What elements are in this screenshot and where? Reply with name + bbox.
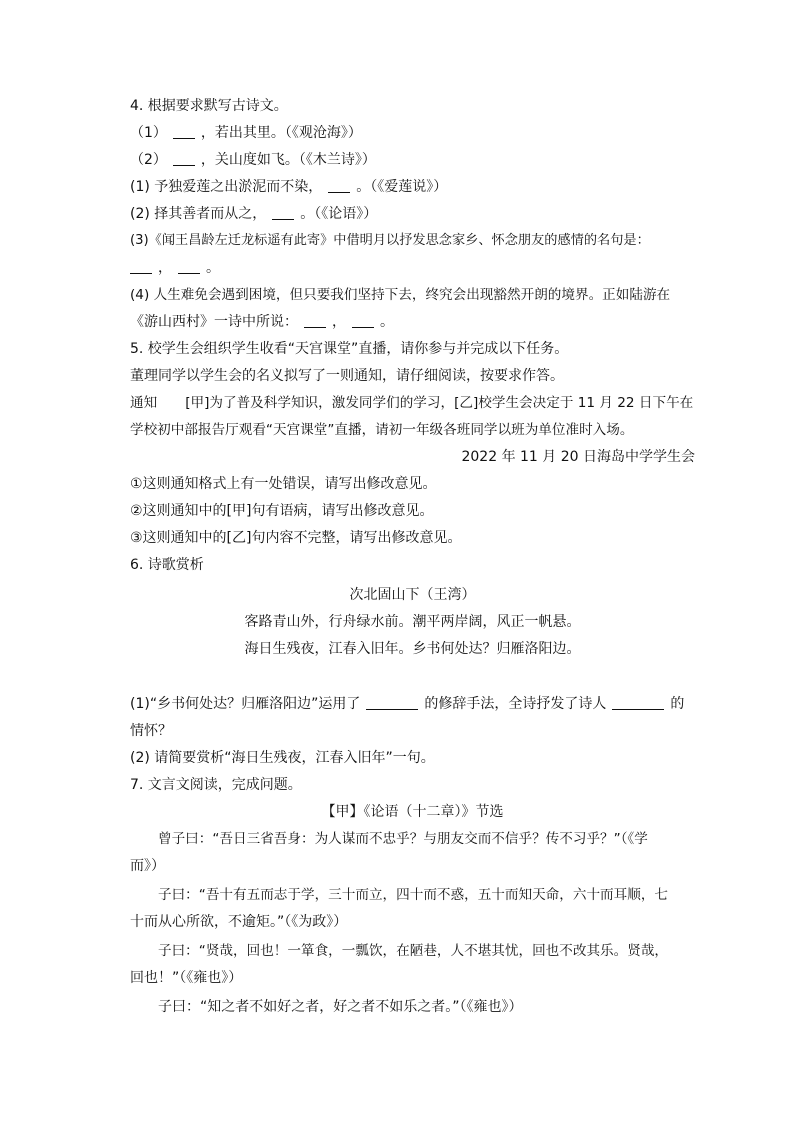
q6-sub-1-text-a: (1)“乡书何处达？归雁洛阳边”运用了 (130, 696, 361, 712)
q4-heading: 4. 根据要求默写古诗文。 (130, 98, 288, 114)
q7-p1-text: 曾子曰：“吾日三省吾身：为人谋而不忠乎？与朋友交而不信乎？传不习乎？”（《学 (158, 831, 648, 847)
notice-signature: 2022 年 11 月 20 日海岛中学学生会 (461, 449, 695, 465)
q4-item-5-sep: ， (158, 260, 172, 276)
notice-label: 通知 (130, 395, 158, 411)
answer-blank[interactable] (328, 178, 350, 193)
answer-blank[interactable] (612, 695, 664, 710)
notice-body-line1: [甲]为了普及科学知识，激发同学们的学习，[乙]校学生会决定于 11 月 22 日下午在 (185, 395, 694, 411)
answer-blank[interactable] (173, 124, 195, 139)
q5-task-1: ①这则通知格式上有一处错误，请写出修改意见。 (130, 476, 437, 492)
q6-sub-1-line2: 情怀？ (130, 723, 172, 739)
poem-line-2: 海日生残夜，江春入旧年。乡书何处达？归雁洛阳边。 (244, 641, 581, 657)
q7-p2-text: 子曰：“吾十有五而志于学，三十而立，四十而不惑，五十而知天命，六十而耳顺，七 (158, 887, 669, 903)
q6-sub-2: (2) 请简要赏析“海日生残夜，江春入旧年”一句。 (130, 750, 435, 766)
q4-item-1-label: （1） (130, 125, 167, 141)
q5-task-3: ③这则通知中的[乙]句内容不完整，请写出修改意见。 (130, 530, 462, 546)
poem-line-1: 客路青山外，行舟绿水前。潮平两岸阔，风正一帆悬。 (244, 614, 581, 630)
q4-item-6-line1: (4) 人生难免会遇到困境，但只要我们坚持下去，终究会出现豁然开朗的境界。正如陆游在 (130, 287, 671, 303)
q4-item-4-suffix: 。（《论语》） (300, 206, 378, 222)
q4-item-2-text: ，关山度如飞。（《木兰诗》） (200, 152, 376, 168)
q4-item-4-text: (2) 择其善者而从之， (130, 206, 267, 222)
q6-sub-1-text-c: 的 (670, 696, 685, 712)
q4-item-3-text: (1) 予独爱莲之出淤泥而不染， (130, 179, 323, 195)
q4-item-5-end: 。 (206, 260, 220, 276)
q7-p1-line2: 而》） (130, 858, 165, 874)
q4-item-3 (130, 177, 695, 197)
q5-intro: 董理同学以学生会的名义拟写了一则通知，请仔细阅读，按要求作答。 (130, 368, 564, 384)
q5-notice-line1 (130, 393, 695, 413)
q5-task-2: ②这则通知中的[甲]句有语病，请写出修改意见。 (130, 503, 434, 519)
q7-p3-text: 子曰：“贤哉，回也！一箪食，一瓢饮，在陋巷，人不堪其忧，回也不改其乐。贤哉， (158, 943, 669, 959)
answer-blank[interactable] (173, 151, 195, 166)
q4-item-2-label: （2） (130, 152, 167, 168)
q4-item-5-blanks (130, 258, 695, 278)
q4-item-6-end: 。 (380, 314, 394, 330)
q4-item-6-sep: ， (332, 314, 346, 330)
q4-item-2 (130, 150, 695, 170)
q6-heading: 6. 诗歌赏析 (130, 557, 204, 573)
q7-p4-text: 子曰：“知之者不如好之者，好之者不如乐之者。”（《雍也》） (158, 999, 523, 1015)
q6-sub-1-text-b: 的修辞手法，全诗抒发了诗人 (424, 696, 607, 712)
q4-item-3-suffix: 。（《爱莲说》） (356, 179, 448, 195)
q5-notice-line2: 学校初中部报告厅观看“天宫课堂”直播，请初一年级各班同学以班为单位准时入场。 (130, 422, 634, 438)
q7-p1-line1 (130, 829, 695, 849)
answer-blank[interactable] (366, 695, 418, 710)
answer-blank[interactable] (352, 313, 374, 328)
q7-heading: 7. 文言文阅读，完成问题。 (130, 777, 302, 793)
q7-p4-line1 (130, 997, 695, 1017)
q7-p2-line2: 十而从心所欲，不逾矩。”（《为政》） (130, 914, 348, 930)
q4-item-1-text: ，若出其里。（《观沧海》） (200, 125, 362, 141)
q4-item-6-text: 《游山西村》一诗中所说： (130, 314, 298, 330)
answer-blank[interactable] (130, 259, 152, 274)
answer-blank[interactable] (304, 313, 326, 328)
answer-blank[interactable] (272, 205, 294, 220)
q4-item-6-line2 (130, 312, 695, 332)
q4-item-4 (130, 204, 695, 224)
answer-blank[interactable] (178, 259, 200, 274)
q4-item-5-prompt: (3)《闻王昌龄左迁龙标遥有此寄》中借明月以抒发思念家乡、怀念朋友的感情的名句是： (130, 233, 650, 248)
q7-p2-line1 (130, 885, 695, 905)
q5-heading: 5. 校学生会组织学生收看“天宫课堂”直播，请你参与并完成以下任务。 (130, 341, 569, 357)
q6-sub-1 (130, 694, 695, 714)
q7-section-title: 【甲】《论语（十二章）》节选 (321, 804, 504, 820)
q4-item-1 (130, 123, 695, 143)
poem-title: 次北固山下（王湾） (349, 587, 476, 603)
q7-p3-line2: 回也！”（《雍也》） (130, 970, 243, 986)
q7-p3-line1 (130, 941, 695, 961)
